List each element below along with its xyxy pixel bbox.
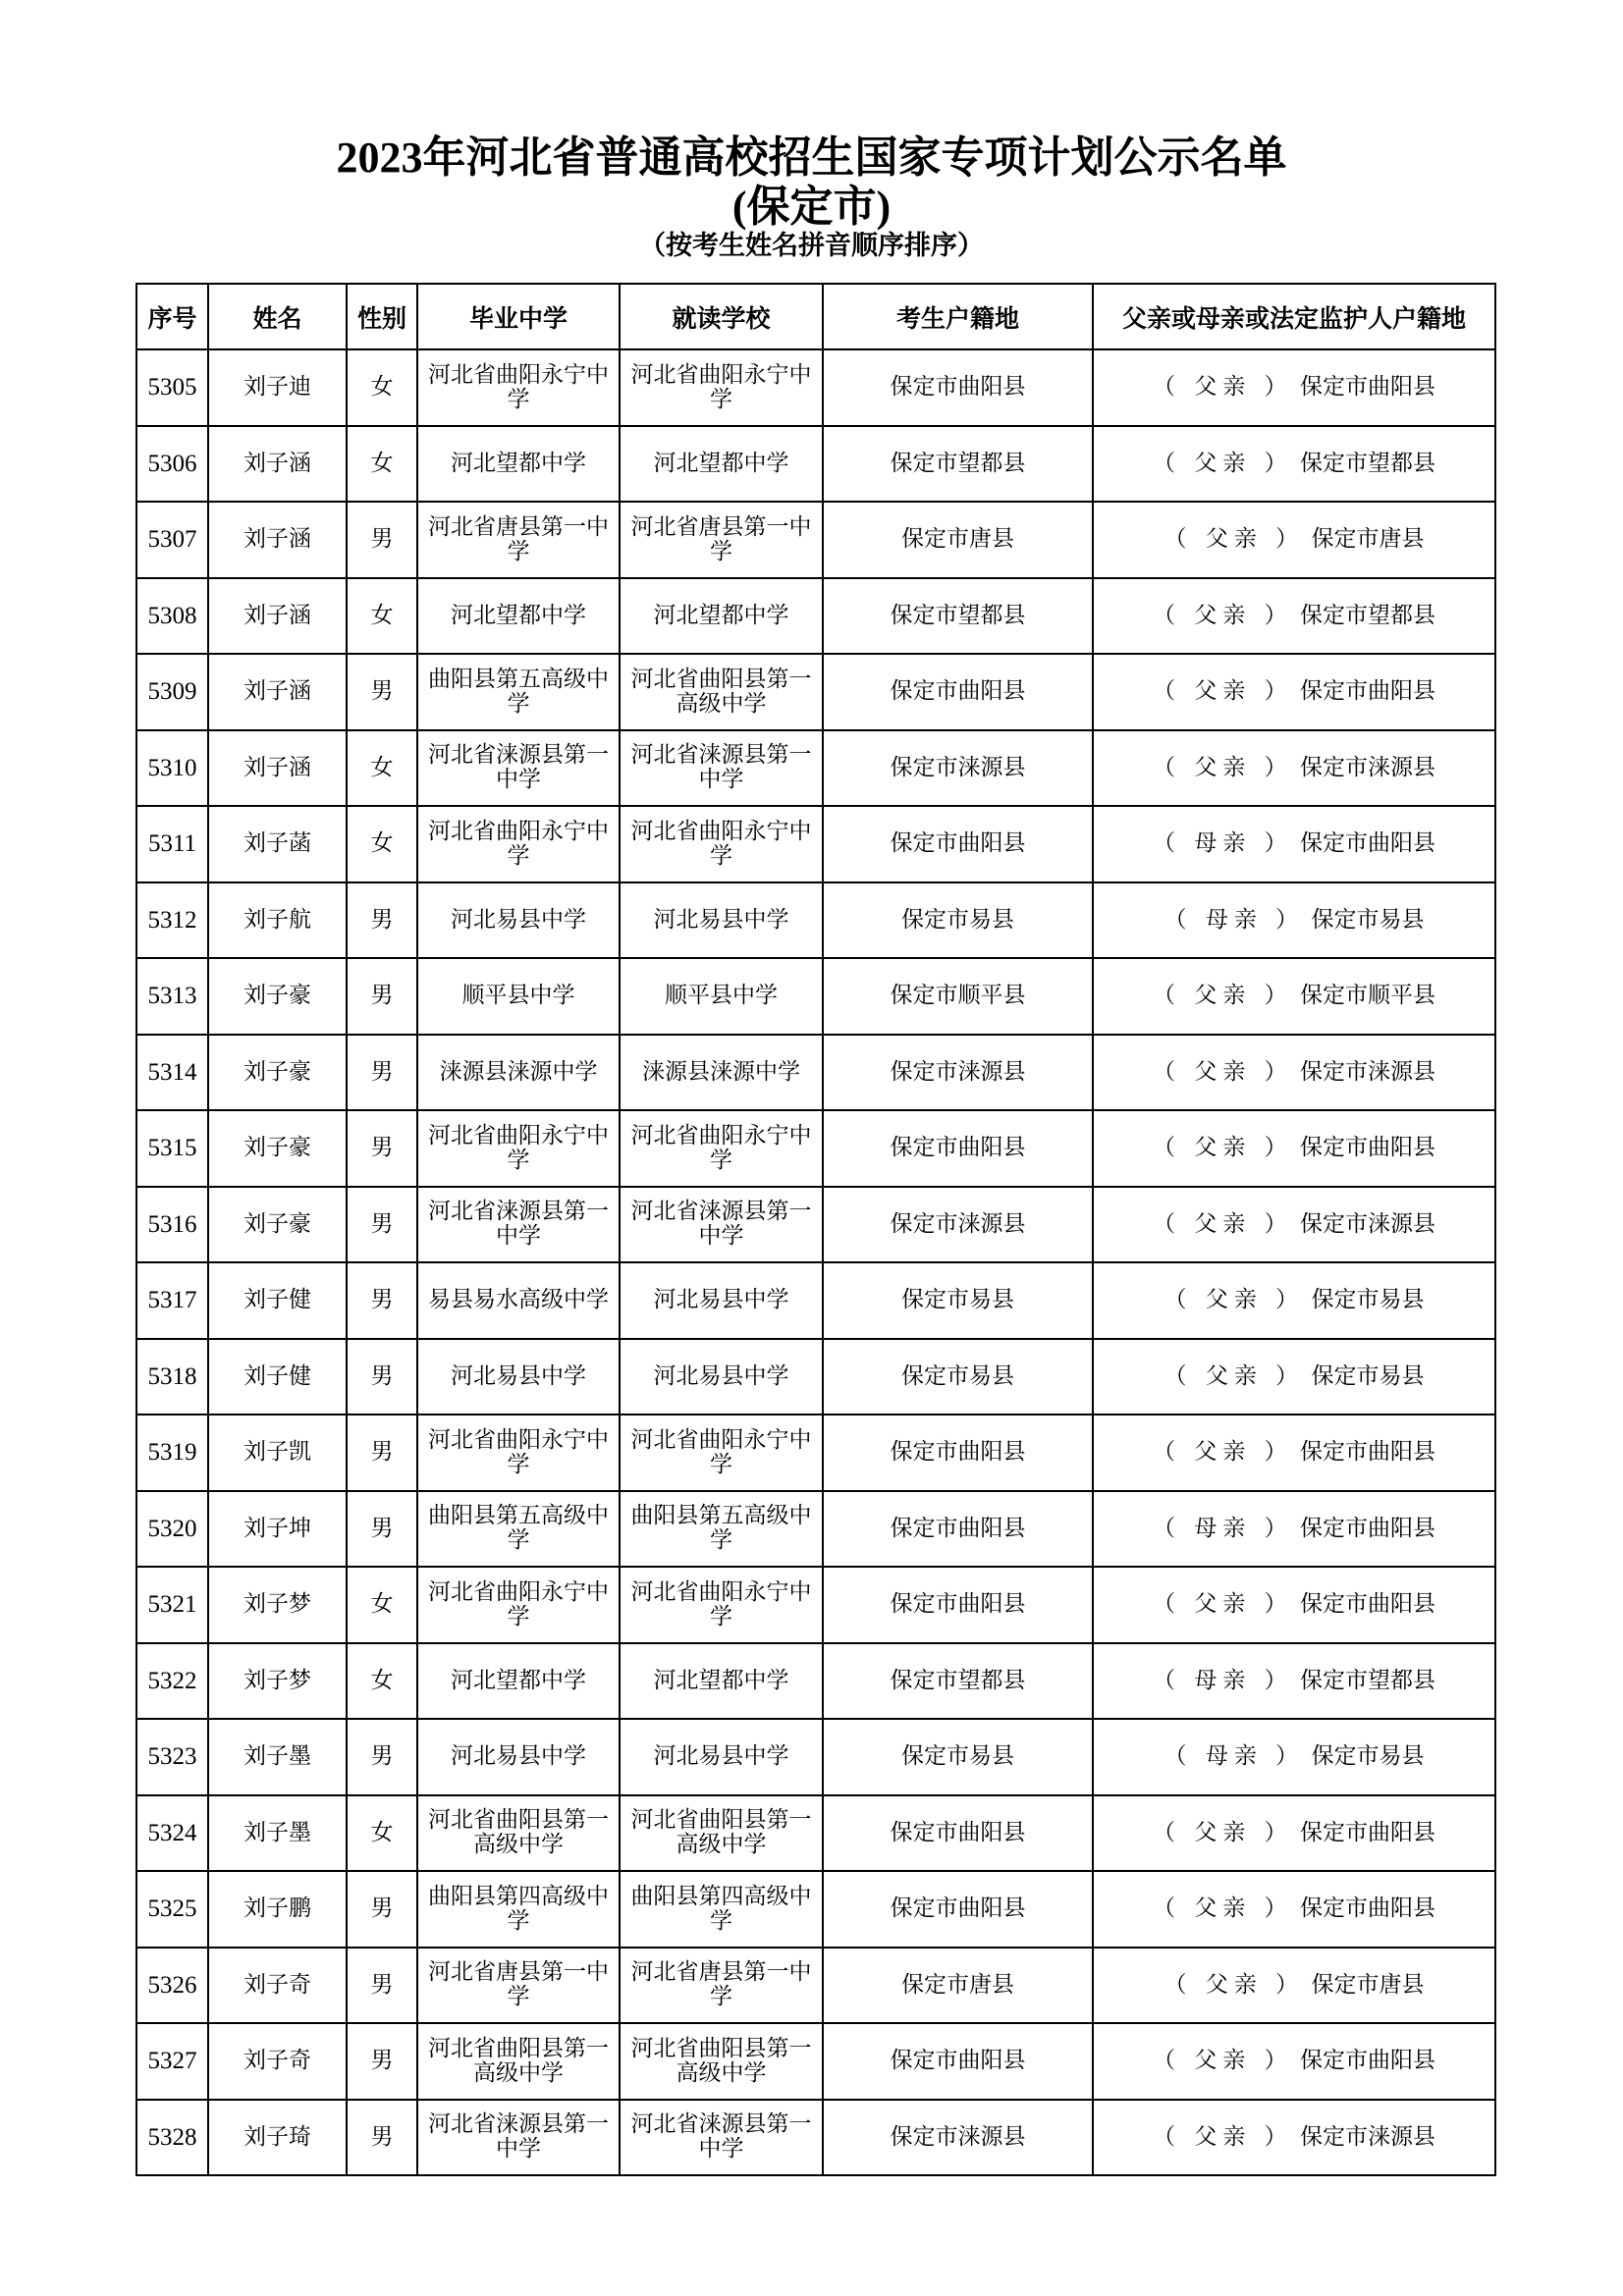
- guardian-place: 保定市望都县: [1299, 1667, 1435, 1693]
- guardian-relation: （ 父亲 ）: [1163, 1971, 1305, 1998]
- cell-grad-school: 河北省唐县第一中学: [417, 502, 620, 578]
- guardian-relation: （ 父亲 ）: [1153, 1896, 1293, 1922]
- cell-gender: 女: [347, 1567, 417, 1643]
- table-row: [136, 349, 1495, 426]
- cell-current-school: 河北省曲阳永宁中学: [620, 1567, 823, 1643]
- cell-no: 5307: [136, 502, 208, 578]
- table-row: [136, 1948, 1495, 2024]
- cell-current-school: 河北易县中学: [620, 1262, 823, 1339]
- cell-grad-school: 顺平县中学: [417, 958, 620, 1035]
- cell-household: 保定市涞源县: [823, 1035, 1093, 1111]
- cell-household: 保定市曲阳县: [823, 2023, 1093, 2100]
- cell-gender: 男: [347, 502, 417, 578]
- cell-grad-school: 曲阳县第五高级中学: [417, 654, 620, 730]
- cell-current-school: 河北省曲阳永宁中学: [620, 1415, 823, 1491]
- cell-current-school: 河北望都中学: [620, 578, 823, 655]
- cell-gender: 男: [347, 1719, 417, 1795]
- cell-guardian-household: [1093, 1795, 1495, 1872]
- cell-current-school: 河北省曲阳县第一高级中学: [620, 2023, 823, 2100]
- table-row: [136, 1262, 1495, 1339]
- cell-name: 刘子涵: [208, 426, 347, 503]
- guardian-relation: （ 母亲 ）: [1163, 906, 1305, 933]
- cell-household: 保定市望都县: [823, 578, 1093, 655]
- cell-current-school: 曲阳县第五高级中学: [620, 1491, 823, 1568]
- cell-current-school: 河北省曲阳县第一高级中学: [620, 1795, 823, 1872]
- cell-current-school: 河北省唐县第一中学: [620, 1948, 823, 2024]
- cell-gender: 女: [347, 578, 417, 655]
- cell-no: 5313: [136, 958, 208, 1035]
- cell-no: 5326: [136, 1948, 208, 2024]
- cell-no: 5306: [136, 426, 208, 503]
- cell-no: 5312: [136, 882, 208, 959]
- cell-grad-school: 河北易县中学: [417, 1719, 620, 1795]
- column-header-guardian-household: 父亲或母亲或法定监护人户籍地: [1093, 284, 1495, 349]
- table-row: [136, 882, 1495, 959]
- table-row: [136, 806, 1495, 882]
- cell-guardian-household: [1093, 349, 1495, 426]
- cell-name: 刘子涵: [208, 730, 347, 807]
- cell-household: 保定市望都县: [823, 1643, 1093, 1720]
- guardian-relation: （ 父亲 ）: [1163, 1287, 1305, 1313]
- guardian-relation: （ 母亲 ）: [1153, 1667, 1293, 1693]
- cell-grad-school: 河北望都中学: [417, 578, 620, 655]
- cell-guardian-household: [1093, 1491, 1495, 1568]
- cell-current-school: 河北望都中学: [620, 1643, 823, 1720]
- guardian-place: 保定市望都县: [1299, 450, 1435, 476]
- cell-current-school: 涞源县涞源中学: [620, 1035, 823, 1111]
- guardian-relation: （ 父亲 ）: [1153, 374, 1293, 400]
- guardian-relation: （ 父亲 ）: [1153, 1058, 1293, 1085]
- guardian-place: 保定市曲阳县: [1299, 830, 1435, 857]
- cell-no: 5311: [136, 806, 208, 882]
- cell-name: 刘子涵: [208, 654, 347, 730]
- cell-gender: 男: [347, 2023, 417, 2100]
- guardian-place: 保定市易县: [1311, 1362, 1425, 1389]
- cell-no: 5314: [136, 1035, 208, 1111]
- table-row: [136, 1567, 1495, 1643]
- cell-guardian-household: [1093, 1110, 1495, 1187]
- guardian-relation: （ 父亲 ）: [1153, 678, 1293, 705]
- guardian-place: 保定市曲阳县: [1299, 2048, 1435, 2074]
- guardian-relation: （ 父亲 ）: [1153, 1439, 1293, 1466]
- cell-household: 保定市涞源县: [823, 1187, 1093, 1263]
- guardian-relation: （ 父亲 ）: [1153, 450, 1293, 476]
- cell-household: 保定市涞源县: [823, 2100, 1093, 2176]
- cell-grad-school: 河北易县中学: [417, 882, 620, 959]
- column-header-name: 姓名: [208, 284, 347, 349]
- cell-no: 5320: [136, 1491, 208, 1568]
- table-row: [136, 502, 1495, 578]
- cell-name: 刘子涵: [208, 578, 347, 655]
- cell-gender: 女: [347, 426, 417, 503]
- cell-gender: 女: [347, 1643, 417, 1720]
- guardian-place: 保定市曲阳县: [1299, 1896, 1435, 1922]
- guardian-relation: （ 母亲 ）: [1153, 1515, 1293, 1541]
- page-title: 2023年河北省普通高校招生国家专项计划公示名单: [336, 133, 1287, 182]
- table-row: [136, 1871, 1495, 1948]
- cell-gender: 女: [347, 349, 417, 426]
- cell-grad-school: 曲阳县第五高级中学: [417, 1491, 620, 1568]
- guardian-relation: （ 父亲 ）: [1153, 1210, 1293, 1237]
- guardian-relation: （ 父亲 ）: [1153, 2048, 1293, 2074]
- cell-grad-school: 河北省曲阳永宁中学: [417, 1110, 620, 1187]
- guardian-place: 保定市易县: [1311, 906, 1425, 933]
- guardian-place: 保定市曲阳县: [1299, 1515, 1435, 1541]
- guardian-relation: （ 父亲 ）: [1153, 983, 1293, 1009]
- cell-guardian-household: [1093, 1567, 1495, 1643]
- cell-current-school: 河北省涞源县第一中学: [620, 730, 823, 807]
- table-row: [136, 426, 1495, 503]
- guardian-relation: （ 父亲 ）: [1153, 1591, 1293, 1618]
- guardian-relation: （ 父亲 ）: [1163, 1362, 1305, 1389]
- cell-name: 刘子凯: [208, 1415, 347, 1491]
- cell-guardian-household: [1093, 654, 1495, 730]
- guardian-place: 保定市涞源县: [1299, 1058, 1435, 1085]
- table-row: [136, 1643, 1495, 1720]
- guardian-relation: （ 母亲 ）: [1163, 1743, 1305, 1770]
- cell-no: 5325: [136, 1871, 208, 1948]
- cell-household: 保定市唐县: [823, 502, 1093, 578]
- guardian-place: 保定市曲阳县: [1299, 1439, 1435, 1466]
- cell-household: 保定市曲阳县: [823, 1871, 1093, 1948]
- cell-grad-school: 河北省曲阳县第一高级中学: [417, 1795, 620, 1872]
- cell-name: 刘子奇: [208, 1948, 347, 2024]
- cell-grad-school: 易县易水高级中学: [417, 1262, 620, 1339]
- cell-household: 保定市望都县: [823, 426, 1093, 503]
- cell-no: 5308: [136, 578, 208, 655]
- cell-household: 保定市曲阳县: [823, 1110, 1093, 1187]
- table-row: [136, 2100, 1495, 2176]
- cell-no: 5328: [136, 2100, 208, 2176]
- table-row: [136, 1339, 1495, 1415]
- cell-name: 刘子健: [208, 1339, 347, 1415]
- cell-guardian-household: [1093, 426, 1495, 503]
- cell-guardian-household: [1093, 1262, 1495, 1339]
- cell-name: 刘子涵: [208, 502, 347, 578]
- column-header-current-school: 就读学校: [620, 284, 823, 349]
- cell-no: 5310: [136, 730, 208, 807]
- cell-no: 5317: [136, 1262, 208, 1339]
- table-row: [136, 1491, 1495, 1568]
- cell-guardian-household: [1093, 1035, 1495, 1111]
- table-row: [136, 1795, 1495, 1872]
- cell-name: 刘子琦: [208, 2100, 347, 2176]
- cell-current-school: 河北省曲阳永宁中学: [620, 349, 823, 426]
- cell-name: 刘子航: [208, 882, 347, 959]
- cell-household: 保定市易县: [823, 1262, 1093, 1339]
- cell-current-school: 河北省涞源县第一中学: [620, 1187, 823, 1263]
- cell-current-school: 河北省涞源县第一中学: [620, 2100, 823, 2176]
- column-header-gender: 性别: [347, 284, 417, 349]
- table-row: [136, 1719, 1495, 1795]
- cell-guardian-household: [1093, 882, 1495, 959]
- table-row: [136, 730, 1495, 807]
- cell-no: 5327: [136, 2023, 208, 2100]
- table-header-row: [136, 284, 1495, 349]
- cell-no: 5309: [136, 654, 208, 730]
- guardian-place: 保定市唐县: [1311, 1971, 1425, 1998]
- cell-gender: 男: [347, 2100, 417, 2176]
- guardian-place: 保定市涞源县: [1299, 2123, 1435, 2150]
- guardian-relation: （ 父亲 ）: [1163, 526, 1305, 553]
- cell-gender: 男: [347, 1491, 417, 1568]
- cell-current-school: 河北易县中学: [620, 882, 823, 959]
- cell-no: 5316: [136, 1187, 208, 1263]
- table-row: [136, 1415, 1495, 1491]
- cell-grad-school: 河北易县中学: [417, 1339, 620, 1415]
- cell-household: 保定市曲阳县: [823, 1491, 1093, 1568]
- cell-guardian-household: [1093, 1187, 1495, 1263]
- cell-grad-school: 河北省曲阳永宁中学: [417, 1567, 620, 1643]
- guardian-place: 保定市曲阳县: [1299, 678, 1435, 705]
- guardian-relation: （ 父亲 ）: [1153, 1819, 1293, 1845]
- guardian-place: 保定市涞源县: [1299, 754, 1435, 780]
- cell-name: 刘子梦: [208, 1643, 347, 1720]
- cell-gender: 男: [347, 1187, 417, 1263]
- cell-household: 保定市曲阳县: [823, 349, 1093, 426]
- cell-current-school: 河北省曲阳县第一高级中学: [620, 654, 823, 730]
- cell-name: 刘子豪: [208, 958, 347, 1035]
- guardian-place: 保定市曲阳县: [1299, 1819, 1435, 1845]
- cell-name: 刘子迪: [208, 349, 347, 426]
- guardian-place: 保定市曲阳县: [1299, 374, 1435, 400]
- guardian-relation: （ 母亲 ）: [1153, 830, 1293, 857]
- cell-name: 刘子豪: [208, 1187, 347, 1263]
- cell-guardian-household: [1093, 578, 1495, 655]
- cell-gender: 男: [347, 1339, 417, 1415]
- cell-gender: 男: [347, 654, 417, 730]
- cell-current-school: 河北省曲阳永宁中学: [620, 806, 823, 882]
- cell-household: 保定市易县: [823, 1719, 1093, 1795]
- roster-table: [135, 283, 1496, 2176]
- guardian-place: 保定市望都县: [1299, 602, 1435, 628]
- guardian-place: 保定市曲阳县: [1299, 1591, 1435, 1618]
- cell-grad-school: 河北省涞源县第一中学: [417, 2100, 620, 2176]
- cell-name: 刘子墨: [208, 1795, 347, 1872]
- table-row: [136, 958, 1495, 1035]
- cell-current-school: 河北省唐县第一中学: [620, 502, 823, 578]
- cell-household: 保定市涞源县: [823, 730, 1093, 807]
- column-header-household: 考生户籍地: [823, 284, 1093, 349]
- cell-household: 保定市曲阳县: [823, 806, 1093, 882]
- cell-name: 刘子坤: [208, 1491, 347, 1568]
- cell-guardian-household: [1093, 1339, 1495, 1415]
- guardian-relation: （ 父亲 ）: [1153, 754, 1293, 780]
- cell-guardian-household: [1093, 2100, 1495, 2176]
- cell-household: 保定市易县: [823, 1339, 1093, 1415]
- cell-household: 保定市曲阳县: [823, 1567, 1093, 1643]
- cell-name: 刘子健: [208, 1262, 347, 1339]
- table-row: [136, 1187, 1495, 1263]
- cell-grad-school: 河北省涞源县第一中学: [417, 1187, 620, 1263]
- cell-no: 5322: [136, 1643, 208, 1720]
- cell-current-school: 顺平县中学: [620, 958, 823, 1035]
- cell-current-school: 河北望都中学: [620, 426, 823, 503]
- cell-guardian-household: [1093, 1871, 1495, 1948]
- cell-household: 保定市曲阳县: [823, 654, 1093, 730]
- cell-grad-school: 河北望都中学: [417, 426, 620, 503]
- cell-name: 刘子梦: [208, 1567, 347, 1643]
- cell-name: 刘子奇: [208, 2023, 347, 2100]
- cell-household: 保定市易县: [823, 882, 1093, 959]
- cell-no: 5323: [136, 1719, 208, 1795]
- cell-current-school: 河北易县中学: [620, 1339, 823, 1415]
- guardian-relation: （ 父亲 ）: [1153, 1135, 1293, 1161]
- cell-household: 保定市曲阳县: [823, 1415, 1093, 1491]
- cell-guardian-household: [1093, 958, 1495, 1035]
- cell-no: 5318: [136, 1339, 208, 1415]
- table-row: [136, 654, 1495, 730]
- table-row: [136, 578, 1495, 655]
- cell-no: 5324: [136, 1795, 208, 1872]
- cell-gender: 男: [347, 1262, 417, 1339]
- cell-name: 刘子菡: [208, 806, 347, 882]
- page-subtitle: (保定市): [731, 183, 892, 231]
- guardian-place: 保定市易县: [1311, 1287, 1425, 1313]
- guardian-relation: （ 父亲 ）: [1153, 2123, 1293, 2150]
- table-row: [136, 1110, 1495, 1187]
- guardian-place: 保定市唐县: [1311, 526, 1425, 553]
- cell-gender: 女: [347, 806, 417, 882]
- cell-grad-school: 河北省曲阳永宁中学: [417, 806, 620, 882]
- cell-no: 5319: [136, 1415, 208, 1491]
- sort-note: （按考生姓名拼音顺序排序）: [639, 231, 984, 261]
- cell-no: 5321: [136, 1567, 208, 1643]
- cell-guardian-household: [1093, 1719, 1495, 1795]
- cell-no: 5315: [136, 1110, 208, 1187]
- cell-grad-school: 河北省曲阳永宁中学: [417, 349, 620, 426]
- cell-gender: 男: [347, 958, 417, 1035]
- cell-gender: 男: [347, 1415, 417, 1491]
- cell-gender: 男: [347, 882, 417, 959]
- cell-grad-school: 河北望都中学: [417, 1643, 620, 1720]
- cell-grad-school: 河北省涞源县第一中学: [417, 730, 620, 807]
- table-row: [136, 2023, 1495, 2100]
- cell-guardian-household: [1093, 806, 1495, 882]
- cell-grad-school: 涞源县涞源中学: [417, 1035, 620, 1111]
- cell-household: 保定市顺平县: [823, 958, 1093, 1035]
- cell-guardian-household: [1093, 1948, 1495, 2024]
- cell-household: 保定市曲阳县: [823, 1795, 1093, 1872]
- cell-guardian-household: [1093, 1415, 1495, 1491]
- cell-grad-school: 河北省曲阳县第一高级中学: [417, 2023, 620, 2100]
- cell-name: 刘子墨: [208, 1719, 347, 1795]
- table-body: [136, 349, 1495, 2175]
- table-row: [136, 1035, 1495, 1111]
- cell-guardian-household: [1093, 502, 1495, 578]
- cell-gender: 男: [347, 1871, 417, 1948]
- cell-household: 保定市唐县: [823, 1948, 1093, 2024]
- cell-gender: 男: [347, 1035, 417, 1111]
- cell-grad-school: 曲阳县第四高级中学: [417, 1871, 620, 1948]
- guardian-place: 保定市曲阳县: [1299, 1135, 1435, 1161]
- cell-gender: 女: [347, 730, 417, 807]
- cell-current-school: 河北易县中学: [620, 1719, 823, 1795]
- cell-guardian-household: [1093, 1643, 1495, 1720]
- cell-gender: 男: [347, 1110, 417, 1187]
- column-header-grad-school: 毕业中学: [417, 284, 620, 349]
- cell-gender: 男: [347, 1948, 417, 2024]
- cell-name: 刘子豪: [208, 1035, 347, 1111]
- cell-gender: 女: [347, 1795, 417, 1872]
- column-header-no: 序号: [136, 284, 208, 349]
- guardian-place: 保定市涞源县: [1299, 1210, 1435, 1237]
- cell-current-school: 河北省曲阳永宁中学: [620, 1110, 823, 1187]
- cell-current-school: 曲阳县第四高级中学: [620, 1871, 823, 1948]
- cell-grad-school: 河北省曲阳永宁中学: [417, 1415, 620, 1491]
- cell-name: 刘子豪: [208, 1110, 347, 1187]
- cell-no: 5305: [136, 349, 208, 426]
- cell-guardian-household: [1093, 2023, 1495, 2100]
- guardian-place: 保定市易县: [1311, 1743, 1425, 1770]
- guardian-relation: （ 父亲 ）: [1153, 602, 1293, 628]
- cell-grad-school: 河北省唐县第一中学: [417, 1948, 620, 2024]
- cell-name: 刘子鹏: [208, 1871, 347, 1948]
- cell-guardian-household: [1093, 730, 1495, 807]
- guardian-place: 保定市顺平县: [1299, 983, 1435, 1009]
